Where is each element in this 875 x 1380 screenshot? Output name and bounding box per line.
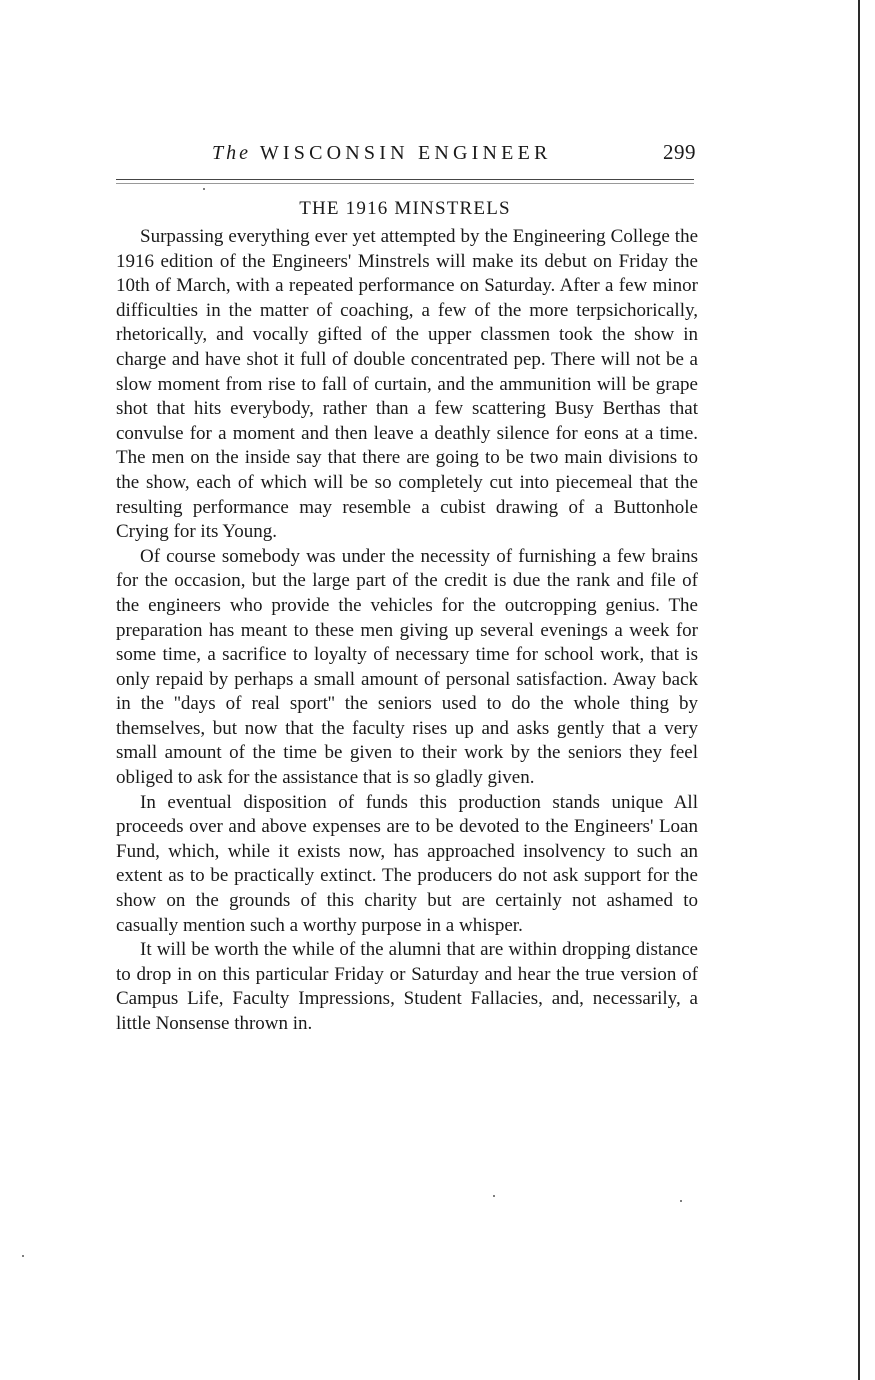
journal-title-article: The <box>212 142 251 164</box>
scan-edge-border <box>858 0 860 1380</box>
journal-title-name: WISCONSIN ENGINEER <box>259 142 552 164</box>
journal-title <box>212 142 552 165</box>
article-body <box>116 225 698 1037</box>
scan-speck <box>680 1200 682 1202</box>
scan-speck <box>22 1255 24 1257</box>
running-head <box>116 140 698 170</box>
paragraph-4: It will be worth the while of the alumni that are within dropping distance to drop in on this particular Friday or Saturday and hear the true version of Campus Life, Faculty Impressions, Student Fallacies, and, necessarily, a little Nonsense thrown in. <box>116 939 698 1034</box>
journal-page <box>116 0 698 1380</box>
article-title: THE 1916 MINSTRELS <box>299 198 511 219</box>
scan-speck <box>203 188 205 190</box>
header-rule-secondary <box>116 183 694 184</box>
paragraph-1: Surpassing everything ever yet attempted by the Engineering College the 1916 edition of the Engineers' Minstrels will make its debut on Friday the 10th of March, with a repeated performance on Saturday. After a few minor difficulties in the matter of coaching, a few of the more terpsichorically, rhetorically, and vocally gifted of the upper classmen took the show in charge and have shot it full of double concentrated pep. There will not be a slow moment from rise to fall of curtain, and the ammunition will be grape shot that hits everybody, rather than a few scattering Busy Berthas that convulse for a moment and then leave a deathly silence for eons at a time. The men on the inside say that there are going to be two main divisions to the show, each of which will be so completely cut into piecemeal that the resulting performance may resemble a cubist drawing of a Buttonhole Crying for its Young. <box>116 226 698 543</box>
page-number: 299 <box>663 140 696 164</box>
scan-speck <box>493 1195 495 1197</box>
paragraph-2: Of course somebody was under the necessity of furnishing a few brains for the occasion, but the large part of the credit is due the rank and file of the engineers who provide the vehicles for the outcropping genius. The preparation has meant to these men giving up several evenings a week for some time, a sacrifice to loyalty of necessary time for school work, that is only repaid by perhaps a small amount of personal satisfaction. Away back in the ''days of real sport'' the seniors used to do the whole thing by themselves, but now that the faculty rises up and asks gently that a very small amount of the time be given to their work by the seniors they feel obliged to ask for the assistance that is so gladly given. <box>116 545 698 789</box>
header-rule <box>116 179 694 180</box>
paragraph-3: In eventual disposition of funds this production stands unique All proceeds over and above expenses are to be devoted to the Engineers' Loan Fund, which, while it exists now, has approached insolvency to such an extent as to be practically extinct. The producers do not ask support for the show on the grounds of this charity but are certainly not ashamed to casually mention such a worthy purpose in a whisper. <box>116 791 698 936</box>
